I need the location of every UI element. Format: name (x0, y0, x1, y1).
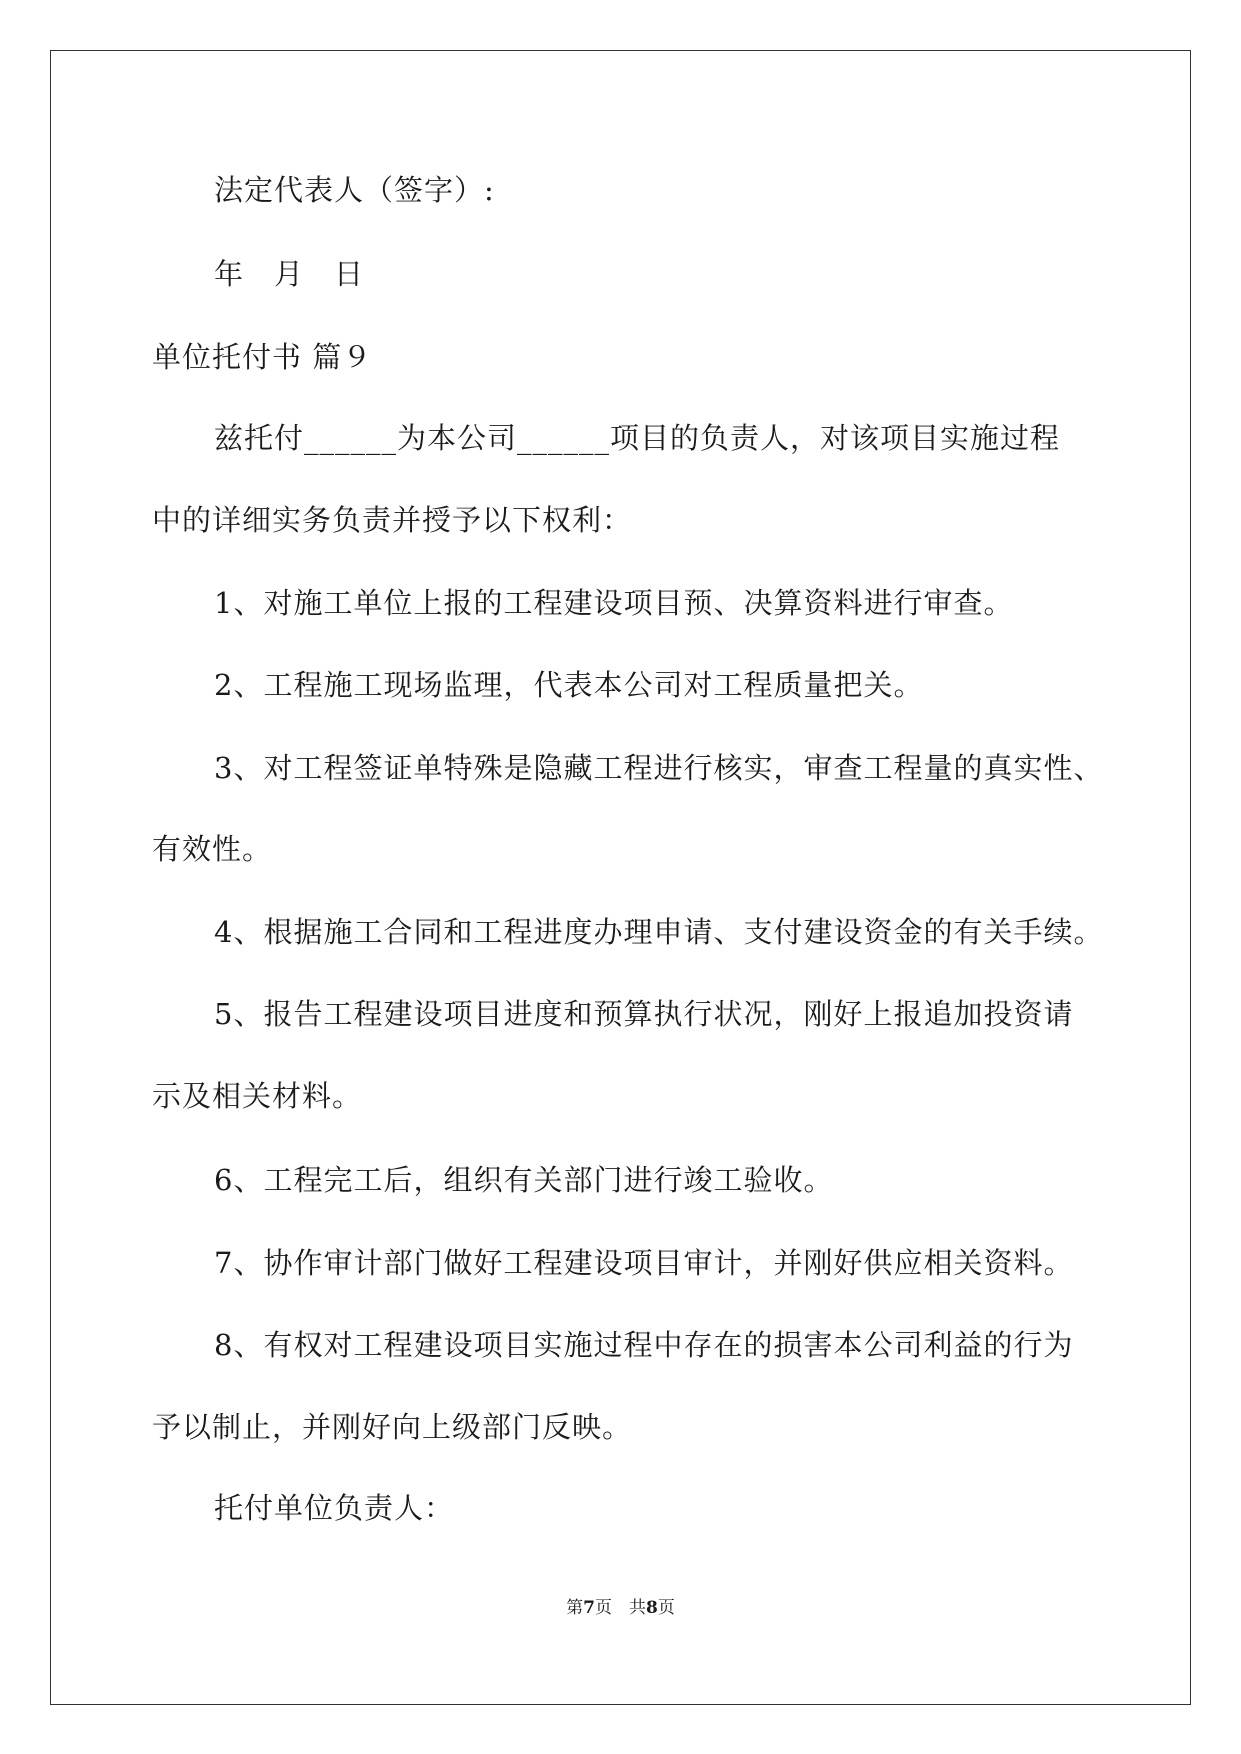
list-item-continuation: 示及相关材料。 (152, 1079, 363, 1113)
list-item: 7、协作审计部门做好工程建设项目审计，并刚好供应相关资料。 (214, 1246, 1074, 1280)
list-item: 6、工程完工后，组织有关部门进行竣工验收。 (214, 1163, 834, 1197)
paragraph-line: 兹托付______为本公司______项目的负责人，对该项目实施过程 (214, 421, 1061, 455)
current-page-number: 7 (583, 1598, 595, 1618)
signature-line: 法定代表人（签字）: (214, 173, 495, 207)
list-item: 5、报告工程建设项目进度和预算执行状况，刚好上报追加投资请 (214, 997, 1074, 1031)
list-item-continuation: 予以制止，并刚好向上级部门反映。 (152, 1410, 633, 1444)
list-item: 8、有权对工程建设项目实施过程中存在的损害本公司利益的行为 (214, 1328, 1074, 1362)
footer-suffix: 页 (657, 1598, 675, 1618)
page-footer (0, 1597, 1241, 1619)
total-page-number: 8 (646, 1598, 658, 1618)
list-item-continuation: 有效性。 (152, 832, 273, 866)
date-line: 年 月 日 (214, 257, 365, 291)
footer-middle: 页 共 (595, 1598, 646, 1618)
footer-prefix: 第 (566, 1598, 584, 1618)
section-heading: 单位托付书 篇９ (152, 340, 373, 374)
list-item: 3、对工程签证单特殊是隐藏工程进行核实，审查工程量的真实性、 (214, 751, 1104, 785)
list-item: 4、根据施工合同和工程进度办理申请、支付建设资金的有关手续。 (214, 915, 1104, 949)
page-border (50, 50, 1191, 1705)
principal-line: 托付单位负责人： (214, 1491, 455, 1525)
list-item: 1、对施工单位上报的工程建设项目预、决算资料进行审查。 (214, 586, 1014, 620)
paragraph-line: 中的详细实务负责并授予以下权利： (152, 503, 633, 537)
list-item: 2、工程施工现场监理，代表本公司对工程质量把关。 (214, 668, 924, 702)
